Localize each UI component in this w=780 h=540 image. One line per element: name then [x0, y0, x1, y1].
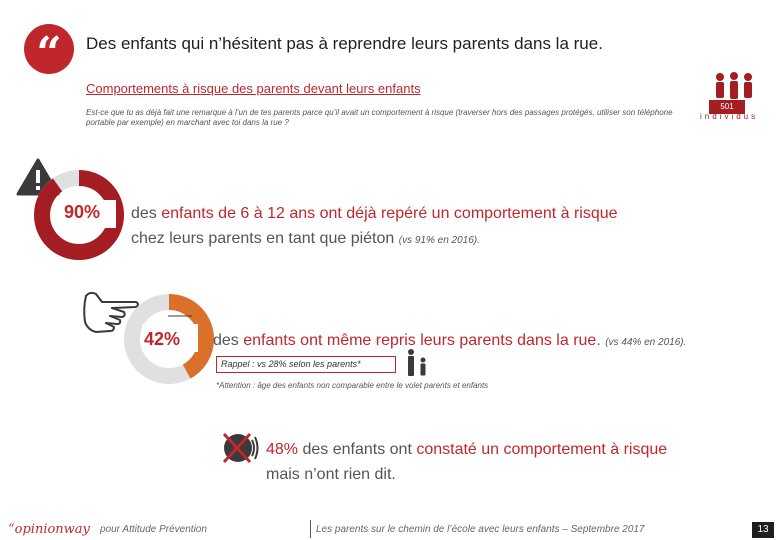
sample-label: individus: [700, 112, 759, 121]
section-subtitle: Comportements à risque des parents devant leurs enfants: [86, 81, 421, 96]
brand-logo: “opinionway: [8, 522, 90, 537]
footer-client: pour Attitude Prévention: [100, 524, 207, 535]
stat-42-line: des enfants ont même repris leurs parents dans la rue. (vs 44% en 2016).: [213, 332, 687, 349]
footer-study: Les parents sur le chemin de l’école avec leurs enfants – Septembre 2017: [316, 524, 645, 535]
muted-speaker-icon: [220, 430, 260, 466]
stat-90-value: 90%: [64, 202, 101, 222]
quote-icon: “: [24, 24, 74, 74]
people-icon: [712, 72, 756, 102]
page-number: 13: [752, 522, 774, 538]
page-title: Des enfants qui n’hésitent pas à reprendre leurs parents dans la rue.: [86, 34, 603, 53]
stat-48-line2: mais n’ont rien dit.: [266, 466, 396, 483]
survey-question: Est-ce que tu as déjà fait une remarque à l’un de tes parents parce qu’il avait un comportement à risque (traverser hors des passages protégés, utiliser son téléphone portable par exemple) en marchant avec toi dans la rue ?: [86, 108, 673, 127]
sample-count: 501: [709, 100, 745, 114]
stat-90-line2: chez leurs parents en tant que piéton (vs 91% en 2016).: [131, 230, 480, 247]
footnote: *Attention : âge des enfants non comparable entre le volet parents et enfants: [216, 381, 489, 390]
parent-child-icon: [404, 348, 430, 378]
footer-divider: [310, 520, 311, 538]
recall-box: Rappel : vs 28% selon les parents*: [216, 356, 396, 373]
stat-48-line1: 48% des enfants ont constaté un comportement à risque: [266, 441, 668, 458]
stat-90-line1: des enfants de 6 à 12 ans ont déjà repéré un comportement à risque: [131, 205, 618, 222]
stat-42-value: 42%: [144, 329, 181, 349]
